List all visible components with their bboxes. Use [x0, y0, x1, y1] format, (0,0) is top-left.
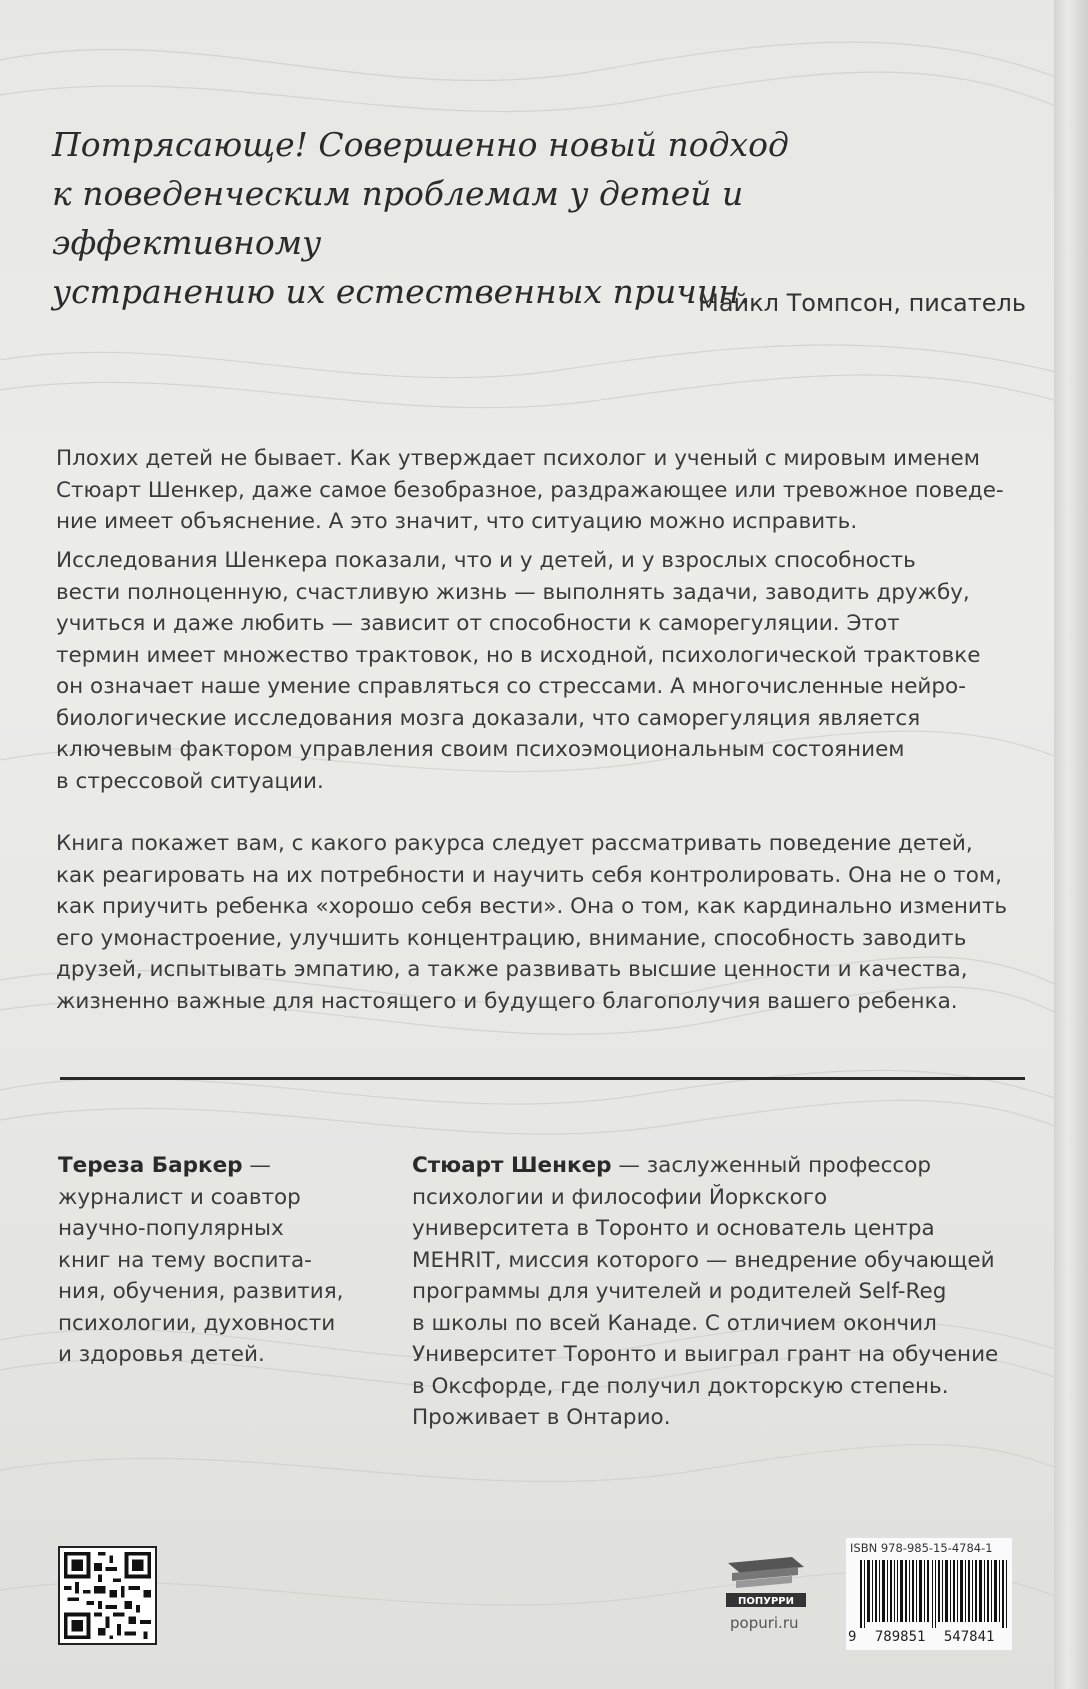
qr-code-icon	[58, 1546, 157, 1645]
isbn-label: ISBN 978-985-15-4784-1	[850, 1541, 993, 1555]
author-bio-shanker	[412, 1150, 1052, 1434]
author-name-shanker: Стюарт Шенкер	[412, 1153, 612, 1178]
blurb-quote-author: Майкл Томпсон, писатель	[698, 289, 1026, 317]
isbn-block	[846, 1538, 1012, 1650]
blurb-quote: Потрясающе! Совершенно новый подход к поведенческим проблемам у детей и эффективному устранению их естественных причин.	[52, 125, 789, 311]
description-paragraph-3: Книга покажет вам, с какого ракурса следует рассматривать поведение детей, как реагировать на их потребности и научить себя контролировать. Она не о том, как приучить ребенка «хорошо себя вести». Она о том, как кардинально изменить его умонастроение, улучшить концентрацию, внимание, способность заводить друзей, испытывать эмпатию, а также развивать высшие ценности и качества, жизненно важные для настоящего и будущего благополучия вашего ребенка.	[56, 831, 1008, 1014]
author-bio-shanker-text: — заслуженный профессор психологии и философии Йоркского университета в Торонто и основатель центра MEHRIT, миссия которого — внедрение обучающей программы для учителей и родителей Self-Reg в школы по всей Канаде. С отличием окончил Университет Торонто и выиграл грант на обучение в Оксфорде, где получил докторскую степень. Проживает в Онтарио.	[412, 1153, 999, 1430]
description-paragraph-1: Плохих детей не бывает. Как утверждает психолог и ученый с мировым именем Стюарт Шенкер, даже самое безобразное, раздражающее или тревожное поведе- ние имеет объяснение. А это значит, что ситуацию можно исправить.	[56, 446, 1004, 534]
publisher-url: popuri.ru	[730, 1614, 799, 1632]
author-name-barker: Тереза Баркер	[58, 1153, 243, 1178]
section-divider	[60, 1077, 1025, 1080]
author-bio-barker	[58, 1150, 378, 1371]
description-paragraph-2: Исследования Шенкера показали, что и у детей, и у взрослых способность вести полноценную, счастливую жизнь — выполнять задачи, заводить дружбу, учиться и даже любить — зависит от способности к саморегуляции. Этот термин имеет множество трактовок, но в исходной, психологической трактовке он означает наше умение справляться со стрессами. А многочисленные нейро- биологические исследования мозга доказали, что саморегуляция является ключевым фактором управления своим психоэмоциональным состоянием в стрессовой ситуации.	[56, 548, 981, 794]
isbn-digits: 9 789851 547841	[848, 1629, 995, 1645]
author-bio-barker-text: — журналист и соавтор научно-популярных книг на тему воспита- ния, обучения, развития, психологии, духовности и здоровья детей.	[58, 1153, 344, 1367]
publisher-logo-text: ПОПУРРИ	[738, 1596, 794, 1607]
barcode-icon	[860, 1560, 1010, 1628]
publisher-logo-icon	[722, 1553, 810, 1613]
spine-edge	[1054, 0, 1088, 1689]
